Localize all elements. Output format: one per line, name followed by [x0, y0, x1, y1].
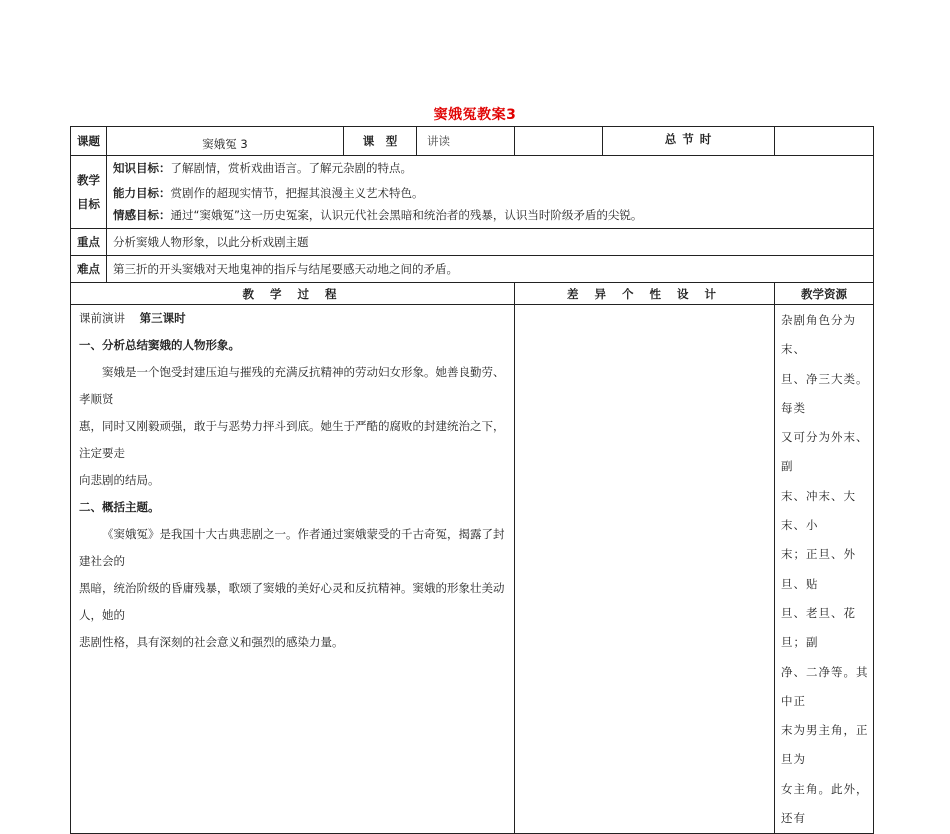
blank-cell: [515, 127, 603, 156]
objectives-label-line2: 目标: [77, 197, 100, 211]
differentiation-content: [515, 305, 775, 834]
resource-line: 旦、老旦、花旦；副: [781, 605, 856, 650]
pre-class-speech: 课前演讲: [79, 311, 125, 325]
ability-label: 能力目标：: [113, 186, 171, 200]
ability-objective: [113, 182, 867, 204]
process-column-header: 教 学 过 程: [71, 283, 515, 305]
key-point-text: 分析窦娥人物形象，以此分析戏剧主题: [107, 229, 874, 256]
paragraph-2-line-3: 悲剧性格，具有深刻的社会意义和强烈的感染力量。: [79, 635, 344, 649]
paragraph-1-line-2: 惠，同时又刚毅顽强，敢于与恶势力抨斗到底。她生于严酷的腐败的封建统治之下，注定要走: [79, 419, 505, 460]
header-row: [71, 127, 874, 156]
knowledge-objective: [113, 158, 867, 178]
knowledge-label: 知识目标：: [113, 161, 171, 175]
content-row: [71, 305, 874, 834]
resource-line: 末、冲末、大末、小: [781, 488, 856, 533]
paragraph-2-line-2: 黑暗，统治阶级的昏庸残暴，歌颂了窦娥的美好心灵和反抗精神。窦娥的形象壮美动人，她的: [79, 581, 505, 622]
objectives-label-line1: 教学: [77, 173, 100, 187]
page-title: 窦娥冤教案3: [433, 107, 517, 123]
lesson-plan-table: [70, 126, 874, 834]
paragraph-2-line-1: 《窦娥冤》是我国十大古典悲剧之一。作者通过窦娥蒙受的千古奇冤，揭露了封建社会的: [79, 527, 505, 568]
difficulty-label: 难点: [71, 256, 107, 283]
objectives-row: [71, 156, 874, 229]
resource-line: 又可分为外末、副: [781, 430, 869, 474]
resources-column-header: 教学资源: [775, 283, 874, 305]
resource-line: 末为男主角，正旦为: [781, 723, 869, 767]
lesson-number: 第三课时: [139, 311, 186, 325]
key-point-row: [71, 229, 874, 256]
differentiation-column-header: 差 异 个 性 设 计: [515, 283, 775, 305]
resource-line: 末；正旦、外旦、贴: [781, 547, 856, 591]
paragraph-1-line-3: 向悲剧的结局。: [79, 473, 160, 487]
emotion-label: 情感目标：: [113, 208, 171, 222]
resource-line: 女主角。此外，还有: [781, 781, 869, 826]
paragraph-1-line-1: 窦娥是一个饱受封建压迫与摧残的充满反抗精神的劳动妇女形象。她善良勤劳、孝顺贤: [79, 365, 505, 406]
ability-text: 赏剧作的超现实情节，把握其浪漫主义艺术特色。: [170, 186, 424, 200]
difficulty-row: [71, 256, 874, 283]
emotion-text: 通过“窦娥冤”这一历史冤案，认识元代社会黑暗和统治者的残暴，认识当时阶级矛盾的尖锐。: [170, 208, 643, 222]
resource-line: 净、二净等。其中正: [781, 664, 869, 708]
topic-value: 窦娥冤 3: [107, 127, 344, 156]
type-label: 课 型: [344, 127, 417, 156]
lesson-intro-line: [79, 305, 506, 332]
hours-value: [775, 127, 874, 156]
emotion-objective: [113, 204, 867, 226]
type-value: 讲读: [417, 127, 515, 156]
column-header-row: [71, 283, 874, 305]
section-heading-2: 二、概括主题。: [79, 500, 160, 514]
objectives-content: [107, 156, 874, 229]
section-heading-1: 一、分析总结窦娥的人物形象。: [79, 338, 240, 352]
hours-label: 总 节 时: [603, 127, 775, 156]
resource-line: 杂剧角色分为末、: [781, 313, 856, 357]
knowledge-text: 了解剧情，赏析戏曲语言。了解元杂剧的特点。: [170, 161, 412, 175]
objectives-label: [71, 156, 107, 229]
resources-content: [775, 305, 874, 834]
process-content: [71, 305, 515, 834]
difficulty-text: 第三折的开头窦娥对天地鬼神的指斥与结尾要感天动地之间的矛盾。: [107, 256, 874, 283]
topic-label: 课题: [71, 127, 107, 156]
resource-line: 旦、净三大类。每类: [781, 371, 869, 415]
key-point-label: 重点: [71, 229, 107, 256]
